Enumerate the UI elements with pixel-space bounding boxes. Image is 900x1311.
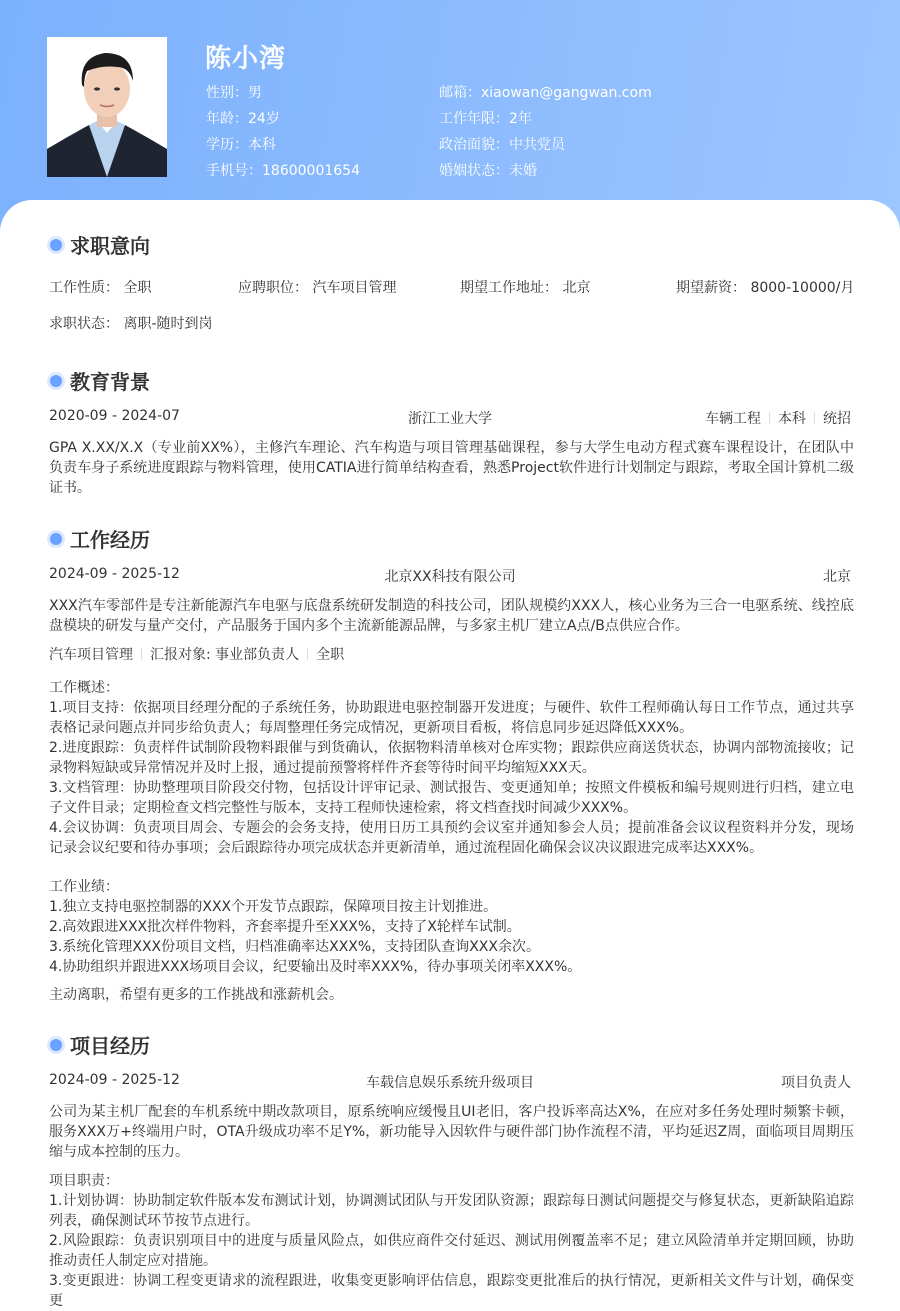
project-header-row xyxy=(49,1072,851,1094)
education-period: 2020-09 - 2024-07 xyxy=(49,408,180,424)
education-type: 统招 xyxy=(823,411,851,427)
overview-heading: 工作概述： xyxy=(49,680,119,696)
project-name: 车载信息娱乐系统升级项目 xyxy=(366,1075,534,1091)
education-degree: 本科 xyxy=(778,411,806,427)
divider xyxy=(814,412,815,424)
section-heading: 求职意向 xyxy=(70,234,150,258)
field-value: 8000-10000/月 xyxy=(750,280,855,296)
field-label: 工作性质： xyxy=(49,280,119,296)
bullet-dot-icon xyxy=(50,375,62,387)
intent-position xyxy=(238,277,396,297)
work-type: 全职 xyxy=(316,647,345,663)
basic-info-left xyxy=(206,82,360,186)
duty-item: 2.风险跟踪：负责识别项目中的进度与质量风险点，如供应商件交付延迟、测试用例覆盖率不足；建立风险清单并定期回顾，协助推动责任人制定应对措施。 xyxy=(49,1233,854,1269)
info-value: 本科 xyxy=(248,137,276,153)
info-political xyxy=(439,134,652,160)
info-label: 年龄： xyxy=(206,111,248,127)
achievement-item: 2.高效跟进XXX批次样件物料，齐套率提升至XXX%，支持了X轮样车试制。 xyxy=(49,919,521,935)
info-value: 2年 xyxy=(509,111,532,127)
info-value: 24岁 xyxy=(248,111,280,127)
info-value: xiaowan@gangwan.com xyxy=(481,85,652,101)
project-description: 公司为某主机厂配套的车机系统中期改款项目，原系统响应缓慢且UI老旧，客户投诉率高达X%，在应对多任务处理时频繁卡顿，服务XXX万+终端用户时，OTA升级成功率不足Y%，新功能导入因软件与硬件部门协作流程不清，平均延迟Z周，面临项目周期压缩与成本控制的压力。 xyxy=(49,1104,854,1160)
work-report-to: 汇报对象: 事业部负责人 xyxy=(150,647,300,663)
info-label: 婚姻状态： xyxy=(439,163,509,179)
info-label: 政治面貌： xyxy=(439,137,509,153)
education-major: 车辆工程 xyxy=(705,411,761,427)
field-value: 汽车项目管理 xyxy=(312,280,397,296)
work-header-row xyxy=(49,566,851,588)
info-value: 18600001654 xyxy=(262,163,360,179)
section-title-intent xyxy=(48,230,150,259)
avatar-photo xyxy=(47,37,167,177)
section-heading: 工作经历 xyxy=(70,528,150,552)
info-label: 工作年限： xyxy=(439,111,509,127)
work-period: 2024-09 - 2025-12 xyxy=(49,566,180,582)
field-value: 离职-随时到岗 xyxy=(123,316,213,332)
info-label: 手机号： xyxy=(206,163,262,179)
section-heading: 教育背景 xyxy=(70,370,150,394)
work-company: 北京XX科技有限公司 xyxy=(384,569,516,585)
field-label: 求职状态： xyxy=(49,316,119,332)
intent-location xyxy=(460,277,590,297)
duty-item: 1.计划协调：协助制定软件版本发布测试计划，协调测试团队与开发团队资源；跟踪每日测试问题提交与修复状态，更新缺陷追踪列表，确保测试环节按节点进行。 xyxy=(49,1193,854,1229)
info-email xyxy=(439,82,652,108)
field-value: 北京 xyxy=(562,280,591,296)
field-label: 应聘职位： xyxy=(238,280,308,296)
work-achievements xyxy=(49,877,854,977)
section-title-education xyxy=(48,366,150,395)
info-education xyxy=(206,134,360,160)
info-marital xyxy=(439,160,652,186)
section-title-work xyxy=(48,524,150,553)
intent-job-type xyxy=(49,277,151,297)
info-phone xyxy=(206,160,360,186)
work-role: 汽车项目管理 xyxy=(49,647,133,663)
info-gender xyxy=(206,82,360,108)
project-duties xyxy=(49,1171,854,1311)
candidate-name: 陈小湾 xyxy=(205,44,287,74)
education-tags xyxy=(705,408,851,428)
work-tags xyxy=(49,644,344,664)
project-period: 2024-09 - 2025-12 xyxy=(49,1072,180,1088)
info-label: 学历： xyxy=(206,137,248,153)
field-label: 期望薪资： xyxy=(676,280,746,296)
work-overview xyxy=(49,678,854,858)
intent-status xyxy=(49,313,213,333)
work-location: 北京 xyxy=(823,569,851,585)
info-label: 邮箱： xyxy=(439,85,481,101)
education-school: 浙江工业大学 xyxy=(408,411,492,427)
info-work-years xyxy=(439,108,652,134)
intent-salary xyxy=(676,277,854,297)
section-heading: 项目经历 xyxy=(70,1034,150,1058)
portrait-image xyxy=(47,37,167,177)
company-description: XXX汽车零部件是专注新能源汽车电驱与底盘系统研发制造的科技公司，团队规模约XXX人，核心业务为三合一电驱系统、线控底盘模块的研发与量产交付，产品服务于国内多个主流新能源品牌，与多家主机厂建立A点/B点供应合作。 xyxy=(49,598,854,634)
divider xyxy=(141,648,142,660)
field-value: 全职 xyxy=(123,280,152,296)
overview-item: 4.会议协调：负责项目周会、专题会的会务支持，使用日历工具预约会议室并通知参会人员；提前准备会议议程资料并分发，现场记录会议纪要和待办事项；会后跟踪待办项完成状态并更新清单，通过流程固化确保会议决议跟进完成率达XXX%。 xyxy=(49,820,854,856)
achievement-item: 1.独立支持电驱控制器的XXX个开发节点跟踪，保障项目按主计划推进。 xyxy=(49,899,498,915)
education-description: GPA X.XX/X.X（专业前XX%），主修汽车理论、汽车构造与项目管理基础课程，参与大学生电动方程式赛车课程设计，在团队中负责车身子系统进度跟踪与物料管理，使用CATIA进行简单结构查看，熟悉Project软件进行计划制定与跟踪，考取全国计算机二级证书。 xyxy=(49,440,854,496)
leave-reason: 主动离职，希望有更多的工作挑战和涨薪机会。 xyxy=(49,987,343,1003)
education-header-row xyxy=(49,408,851,430)
info-value: 男 xyxy=(248,85,262,101)
field-label: 期望工作地址： xyxy=(460,280,558,296)
achievement-item: 4.协助组织并跟进XXX场项目会议，纪要输出及时率XXX%，待办事项关闭率XXX%。 xyxy=(49,959,582,975)
duties-heading: 项目职责： xyxy=(49,1173,119,1189)
info-value: 中共党员 xyxy=(509,137,565,153)
overview-item: 3.文档管理：协助整理项目阶段交付物，包括设计评审记录、测试报告、变更通知单；按照文件模板和编号规则进行归档，建立电子文件目录；定期检查文档完整性与版本，支持工程师快速检索，将文档查找时间减少XXX%。 xyxy=(49,780,854,816)
overview-item: 2.进度跟踪：负责样件试制阶段物料跟催与到货确认，依据物料清单核对仓库实物；跟踪供应商送货状态，协调内部物流接收；记录物料短缺或异常情况并及时上报，通过提前预警将样件齐套等待时间平均缩短XXX天。 xyxy=(49,740,854,776)
basic-info-right xyxy=(439,82,652,186)
divider xyxy=(307,648,308,660)
divider xyxy=(769,412,770,424)
bullet-dot-icon xyxy=(50,1039,62,1051)
info-value: 未婚 xyxy=(509,163,537,179)
project-role: 项目负责人 xyxy=(781,1075,851,1091)
duty-item: 3.变更跟进：协调工程变更请求的流程跟进，收集变更影响评估信息，跟踪变更批准后的执行情况，更新相关文件与计划，确保变更 xyxy=(49,1273,854,1309)
bullet-dot-icon xyxy=(50,533,62,545)
info-label: 性别： xyxy=(206,85,248,101)
achievements-heading: 工作业绩： xyxy=(49,879,119,895)
bullet-dot-icon xyxy=(50,239,62,251)
achievement-item: 3.系统化管理XXX份项目文档，归档准确率达XXX%，支持团队查询XXX余次。 xyxy=(49,939,540,955)
overview-item: 1.项目支持：依据项目经理分配的子系统任务，协助跟进电驱控制器开发进度；与硬件、软件工程师确认每日工作节点，通过共享表格记录问题点并同步给负责人；每周整理任务完成情况，更新项目看板，将信息同步延迟降低XXX%。 xyxy=(49,700,854,736)
info-age xyxy=(206,108,360,134)
section-title-project xyxy=(48,1030,150,1059)
